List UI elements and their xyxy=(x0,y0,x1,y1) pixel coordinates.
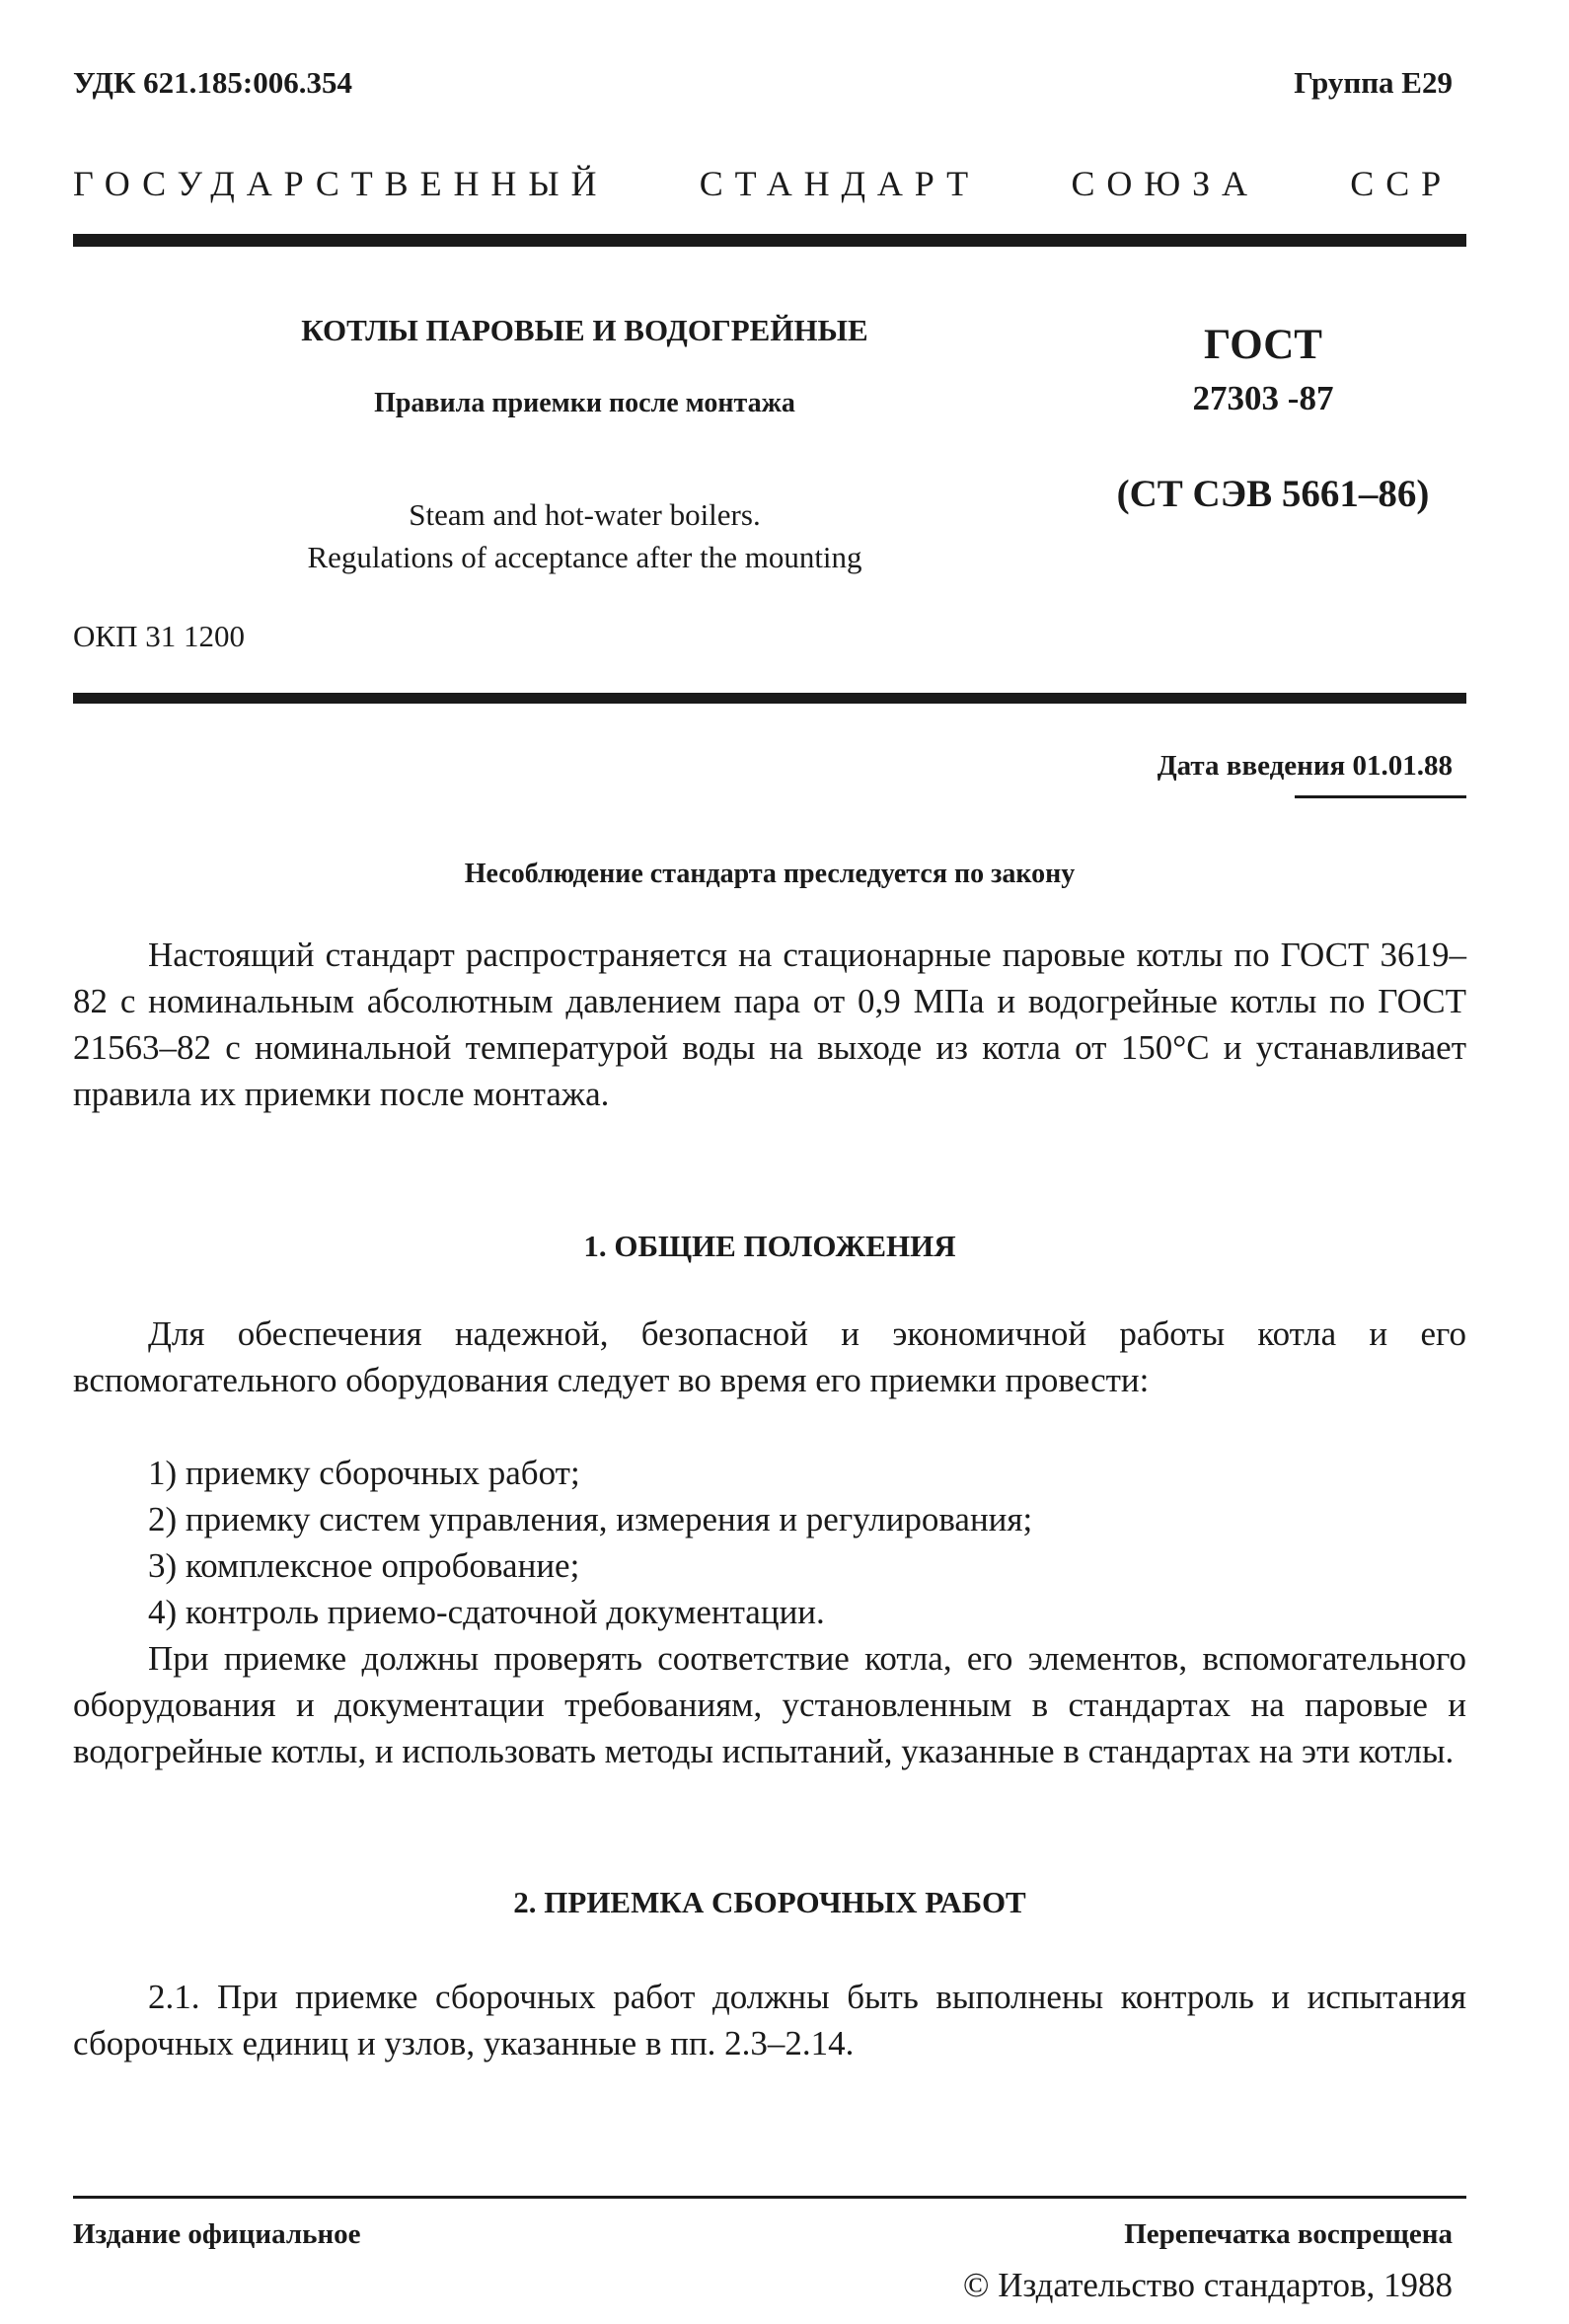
cmea-standard: (СТ СЭВ 5661–86) xyxy=(1116,473,1430,515)
udk-code: УДК 621.185:006.354 xyxy=(73,65,352,100)
section-2-paragraph: 2.1. При приемке сборочных работ должны быть выполнены контроль и испытания сборочных единиц и узлов, указанные в пп. 2.3–2.14. xyxy=(73,1978,1466,2062)
english-title-line: Steam and hot-water boilers. xyxy=(409,497,761,532)
legal-notice: Несоблюдение стандарта преследуется по закону xyxy=(464,859,1076,889)
banner-word: СОЮЗА xyxy=(1071,164,1259,203)
gost-number: 27303 -87 xyxy=(1192,379,1334,417)
document-subtitle: Правила приемки после монтажа xyxy=(374,388,795,418)
header-divider xyxy=(73,234,1466,247)
footer-divider xyxy=(73,2196,1466,2199)
section-2-heading: 2. ПРИЕМКА СБОРОЧНЫХ РАБОТ xyxy=(513,1885,1026,1919)
section-1-paragraph: Для обеспечения надежной, безопасной и экономичной работы котла и его вспомогательного оборудования следует во время его приемки провести: xyxy=(73,1314,1466,1399)
introduction-date xyxy=(1158,750,1453,783)
english-title xyxy=(0,493,1169,578)
group-code: Группа Е29 xyxy=(1294,65,1453,100)
title-divider xyxy=(73,693,1466,704)
section-1-heading: 1. ОБЩИЕ ПОЛОЖЕНИЯ xyxy=(583,1229,956,1263)
banner-word: ГОСУДАРСТВЕННЫЙ xyxy=(73,164,609,203)
banner-word: СТАНДАРТ xyxy=(699,164,981,203)
okp-code: ОКП 31 1200 xyxy=(73,619,245,653)
document-title: КОТЛЫ ПАРОВЫЕ И ВОДОГРЕЙНЫЕ xyxy=(301,313,868,347)
state-standard-banner xyxy=(73,163,1453,204)
banner-word: ССР xyxy=(1350,164,1453,203)
reprint-note: Перепечатка воспрещена xyxy=(1124,2218,1453,2250)
scope-paragraph: Настоящий стандарт распространяется на стационарные паровые котлы по ГОСТ 3619–82 с номинальным абсолютным давлением пара от 0,9 МПа и водогрейные котлы по ГОСТ 21563–82 с номинальной температурой воды на выходе из котла от 150°С и устанавливает правила их приемки после монтажа. xyxy=(73,936,1466,1113)
list-item: 2) приемку систем управления, измерения и регулирования; xyxy=(148,1500,1033,1538)
introduction-date-value: 01.01.88 xyxy=(1352,750,1453,782)
list-item: 1) приемку сборочных работ; xyxy=(148,1454,580,1492)
copyright: © Издательство стандартов, 1988 xyxy=(962,2266,1453,2304)
introduction-date-label: Дата введения xyxy=(1157,750,1346,782)
section-1-paragraph-2: При приемке должны проверять соответствие котла, его элементов, вспомогательного оборудования и документации требованиям, установленным в стандартах на паровые и водогрейные котлы, и использовать методы испытаний, указанные в стандартах на эти котлы. xyxy=(73,1639,1466,1770)
list-item: 3) комплексное опробование; xyxy=(148,1546,580,1585)
english-title-line: Regulations of acceptance after the mounting xyxy=(307,540,862,574)
list-item: 4) контроль приемо-сдаточной документации. xyxy=(148,1593,825,1631)
acceptance-steps-list xyxy=(148,1450,1032,1635)
gost-label: ГОСТ xyxy=(1204,322,1322,368)
edition-note: Издание официальное xyxy=(73,2218,361,2250)
date-underline xyxy=(1295,795,1466,798)
